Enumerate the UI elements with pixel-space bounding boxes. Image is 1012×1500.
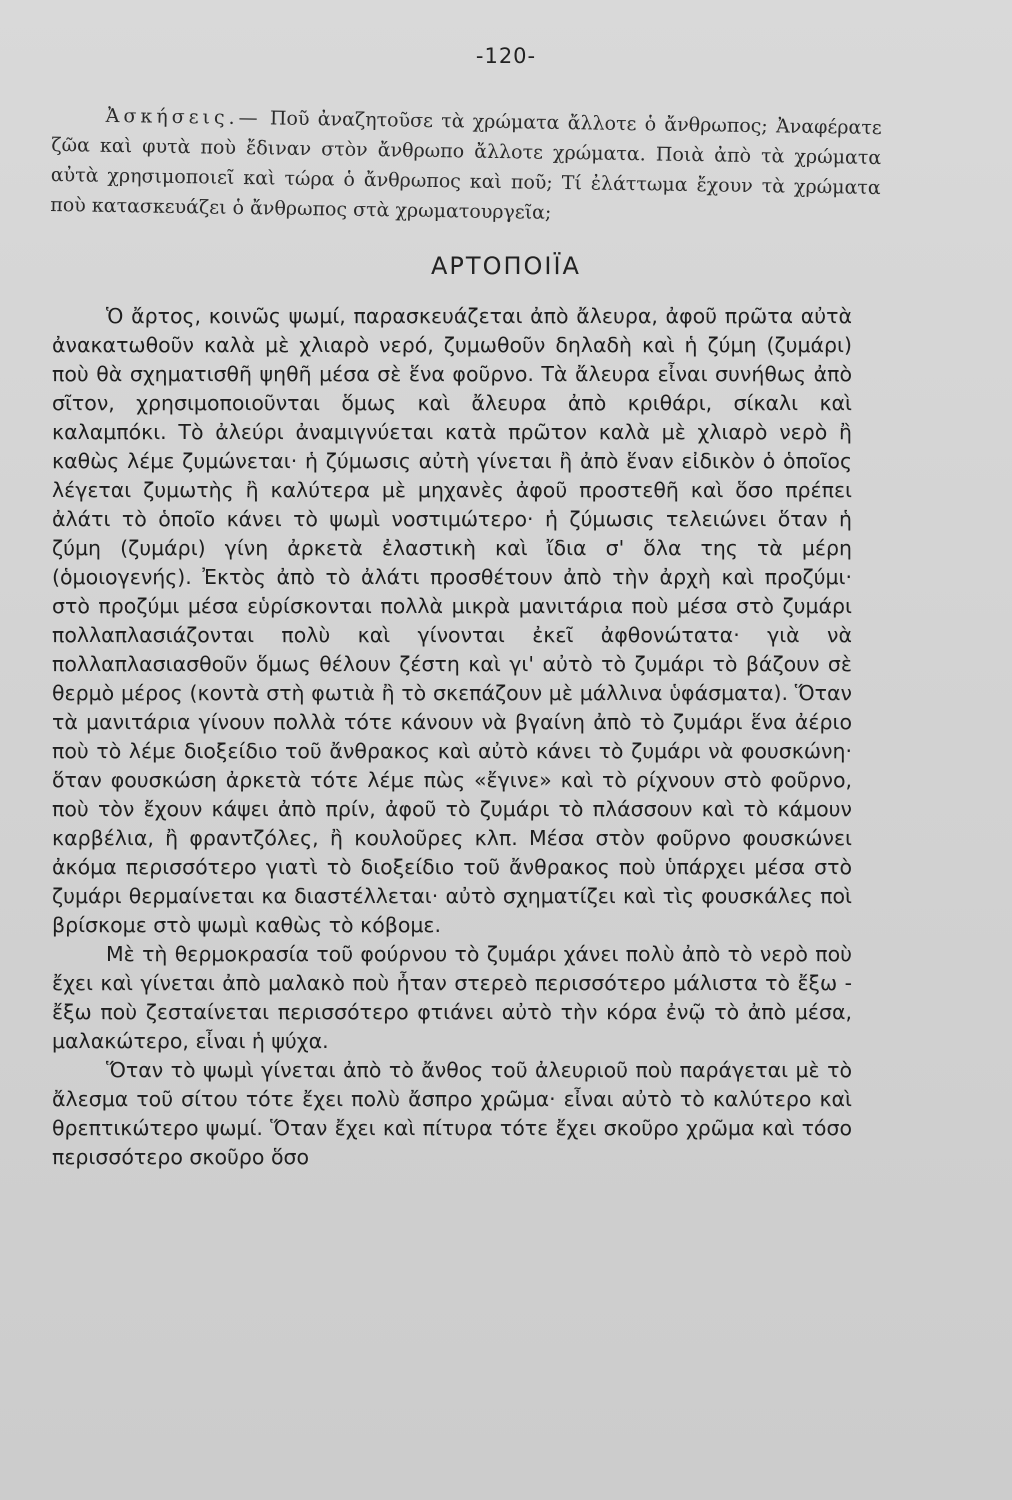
- exercises-label: Ἀσκήσεις.—: [105, 104, 262, 130]
- section-title: ΑΡΤΟΠΟΙΪΑ: [431, 252, 581, 280]
- paragraph-3: Ὅταν τὸ ψωμὶ γίνεται ἀπὸ τὸ ἄνθος τοῦ ἀλευριοῦ ποὺ παράγεται μὲ τὸ ἄλεσμα τοῦ σίτου τότε ἔχει πολὺ ἄσπρο χρῶμα· εἶναι αὐτὸ τὸ καλύτερο καὶ θρεπτικώτερο ψωμί. Ὅταν ἔχει καὶ πίτυρα τότε ἔχει σκοῦρο χρῶμα καὶ τόσο περισσότερο σκοῦρο ὅσο: [52, 1058, 852, 1169]
- exercises-text: Ποῦ ἀναζητοῦσε τὰ χρώματα ἄλλοτε ὁ ἄνθρωπος; Ἀναφέρατε ζῶα καὶ φυτὰ ποὺ ἔδιναν στὸν ἄνθρωπο ἄλλοτε χρώματα. Ποιὰ ἀπὸ τὰ χρώματα αὐτὰ χρησιμοποιεῖ καὶ τώρα ὁ ἄνθρωπος καὶ ποῦ; Τί ἐλάττωμα ἔχουν τὰ χρώματα ποὺ κατασκευάζει ὁ ἄνθρωπος στὰ χρωματουργεῖα;: [50, 107, 882, 224]
- paragraph-2: Μὲ τὴ θερμοκρασία τοῦ φούρνου τὸ ζυμάρι χάνει πολὺ ἀπὸ τὸ νερὸ ποὺ ἔχει καὶ γίνεται ἀπὸ μαλακὸ ποὺ ἦταν στερεὸ περισσότερο μάλιστα τὸ ἔξω - ἔξω ποὺ ζεσταίνεται περισσότερο φτιάνει αὐτὸ τὴν κόρα ἐνῷ τὸ ἀπὸ μέσα, μαλακώτερο, εἶναι ἡ ψύχα.: [52, 942, 852, 1053]
- page-number: -120-: [475, 44, 537, 68]
- exercises-paragraph: [50, 100, 882, 233]
- body-text: [52, 302, 852, 1172]
- paragraph-1: Ὁ ἄρτος, κοινῶς ψωμί, παρασκευάζεται ἀπὸ ἄλευρα, ἀφοῦ πρῶτα αὐτὰ ἀνακατωθοῦν καλὰ μὲ χλιαρὸ νερό, ζυμωθοῦν δηλαδὴ καὶ ἡ ζύμη (ζυμάρι) ποὺ θὰ σχηματισθῆ ψηθῆ μέσα σὲ ἕνα φοῦρνο. Τὰ ἄλευρα εἶναι συνήθως ἀπὸ σῖτον, χρησιμοποιοῦνται ὅμως καὶ ἄλευρα ἀπὸ κριθάρι, σίκαλι καὶ καλαμπόκι. Τὸ ἀλεύρι ἀναμιγνύεται κατὰ πρῶτον καλὰ μὲ χλιαρὸ νερὸ ἢ καθὼς λέμε ζυμώνεται· ἡ ζύμωσις αὐτὴ γίνεται ἢ ἀπὸ ἕναν εἰδικὸν ὁ ὁποῖος λέγεται ζυμωτὴς ἢ καλύτερα μὲ μηχανὲς ἀφοῦ προστεθῆ καὶ ὅσο πρέπει ἀλάτι τὸ ὁποῖο κάνει τὸ ψωμὶ νοστιμώτερο· ἡ ζύμωσις τελειώνει ὅταν ἡ ζύμη (ζυμάρι) γίνη ἀρκετὰ ἐλαστικὴ καὶ ἴδια σ' ὅλα της τὰ μέρη (ὁμοιογενής). Ἐκτὸς ἀπὸ τὸ ἀλάτι προσθέτουν ἀπὸ τὴν ἀρχὴ καὶ προζύμι· στὸ προζύμι μέσα εὑρίσκονται πολλὰ μικρὰ μανιτάρια ποὺ μέσα στὸ ζυμάρι πολλαπλασιάζονται πολὺ καὶ γίνονται ἐκεῖ ἀφθονώτατα· γιὰ νὰ πολλαπλασιασθοῦν ὅμως θέλουν ζέστη καὶ γι' αὐτὸ τὸ ζυμάρι τὸ βάζουν σὲ θερμὸ μέρος (κοντὰ στὴ φωτιὰ ἢ τὸ σκεπάζουν μὲ μάλλινα ὑφάσματα). Ὅταν τὰ μανιτάρια γίνουν πολλὰ τότε κάνουν νὰ βγαίνη ἀπὸ τὸ ζυμάρι ἕνα ἀέριο ποὺ τὸ λέμε διοξείδιο τοῦ ἄνθρακος καὶ αὐτὸ κάνει τὸ ζυμάρι νὰ φουσκώνη· ὅταν φουσκώση ἀρκετὰ τότε λέμε πὼς «ἔγινε» καὶ τὸ ρίχνουν στὸ φοῦρνο, ποὺ τὸν ἔχουν κάψει ἀπὸ πρίν, ἀφοῦ τὸ ζυμάρι τὸ πλάσσουν καὶ τὸ κάμουν καρβέλια, ἢ φραντζόλες, ἢ κουλοῦρες κλπ. Μέσα στὸν φοῦρνο φουσκώνει ἀκόμα περισσότερο γιατὶ τὸ διοξείδιο τοῦ ἄνθρακος ποὺ ὑπάρχει μέσα στὸ ζυμάρι θερμαίνεται κα διαστέλλεται· αὐτὸ σχηματίζει καὶ τὶς φουσκάλες ποὶ βρίσκομε στὸ ψωμὶ καθὼς τὸ κόβομε.: [52, 304, 852, 937]
